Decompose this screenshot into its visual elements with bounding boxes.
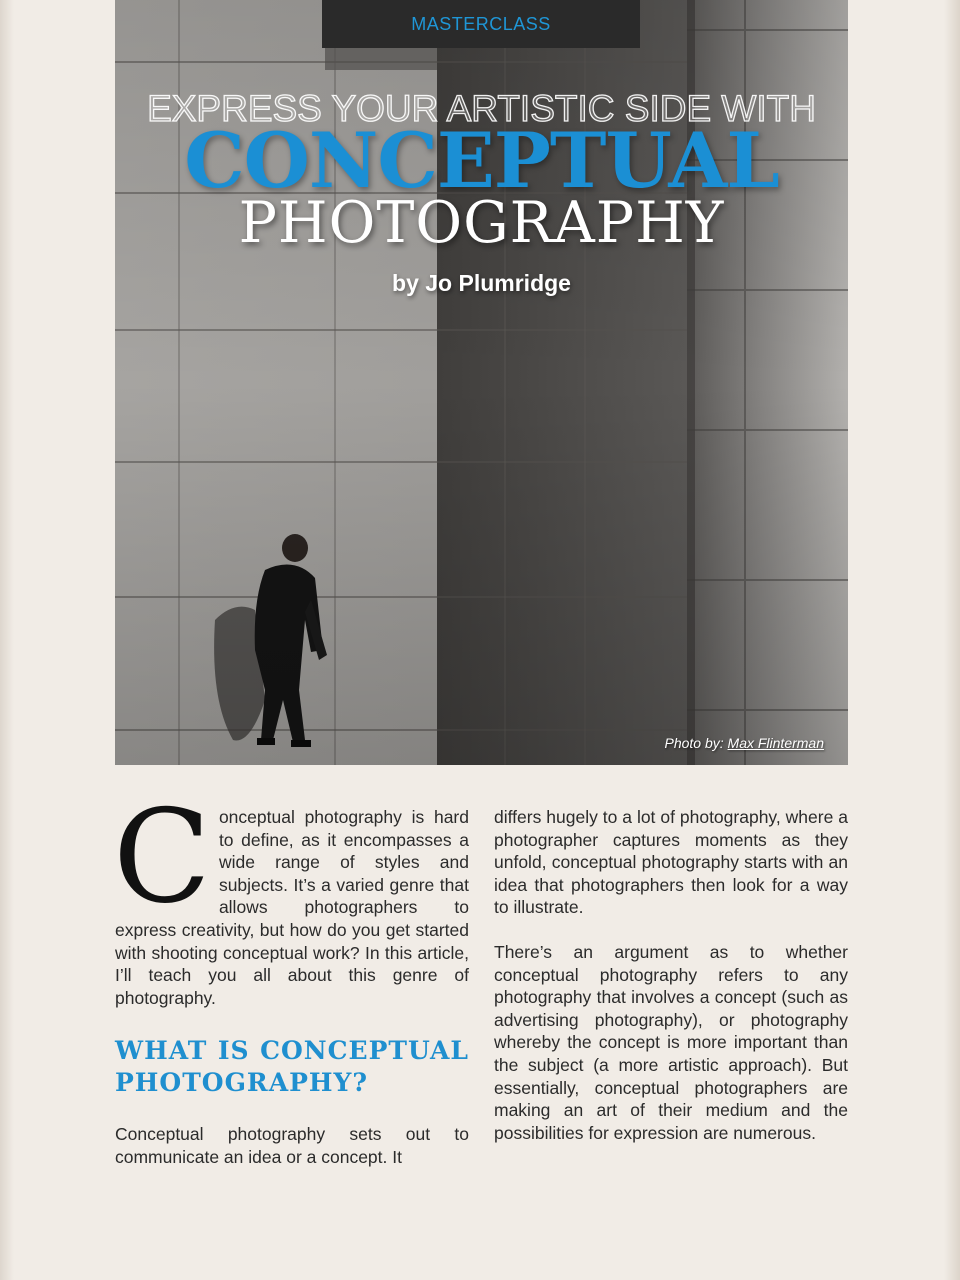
photo-credit-link[interactable]: Max Flinterman	[727, 735, 824, 751]
hero-kicker: EXPRESS YOUR ARTISTIC SIDE WITH	[147, 88, 816, 129]
paragraph-left: Conceptual photography sets out to communicate an idea or a concept. It	[115, 1124, 469, 1167]
intro-paragraph	[113, 783, 469, 1009]
photo-credit	[664, 735, 824, 751]
paper-edge-right	[944, 0, 960, 1280]
intro-text: onceptual photography is hard to define, as it encompasses a wide range of styles and subjects. It’s a varied genre that allows photographers to express creativity, but how do you get started with shooting conceptual work? In this article, I’ll teach you all about this genre of photography.	[115, 807, 469, 1008]
hero-title-accent: CONCEPTUAL	[184, 116, 779, 205]
photo-credit-prefix: Photo by:	[664, 735, 724, 751]
hero-photo	[115, 0, 848, 765]
drop-cap: C	[113, 783, 211, 932]
article-column-left	[113, 783, 469, 1169]
section-tab: MASTERCLASS	[322, 0, 640, 48]
paragraph-right-1: differs hugely to a lot of photography, where a photographer captures moments as they unfold, conceptual photography starts with an idea that photographers then look for a way to illustrate.	[494, 807, 848, 918]
paragraph-right-2: There’s an argument as to whether conceptual photography refers to any photography that involves a concept (such as advertising photography), or photography whereby the concept is more important than the subject (a more artistic approach). But essentially, conceptual photographers are making an art of their medium and the possibilities for expression are numerous.	[494, 941, 848, 1143]
hero-title-main: PHOTOGRAPHY	[238, 190, 725, 256]
paper-edge-left	[0, 0, 14, 1280]
author-byline: by Jo Plumridge	[392, 270, 571, 296]
section-heading: WHAT IS CONCEPTUAL PHOTOGRAPHY?	[115, 1036, 469, 1098]
article-column-right	[494, 806, 848, 1144]
